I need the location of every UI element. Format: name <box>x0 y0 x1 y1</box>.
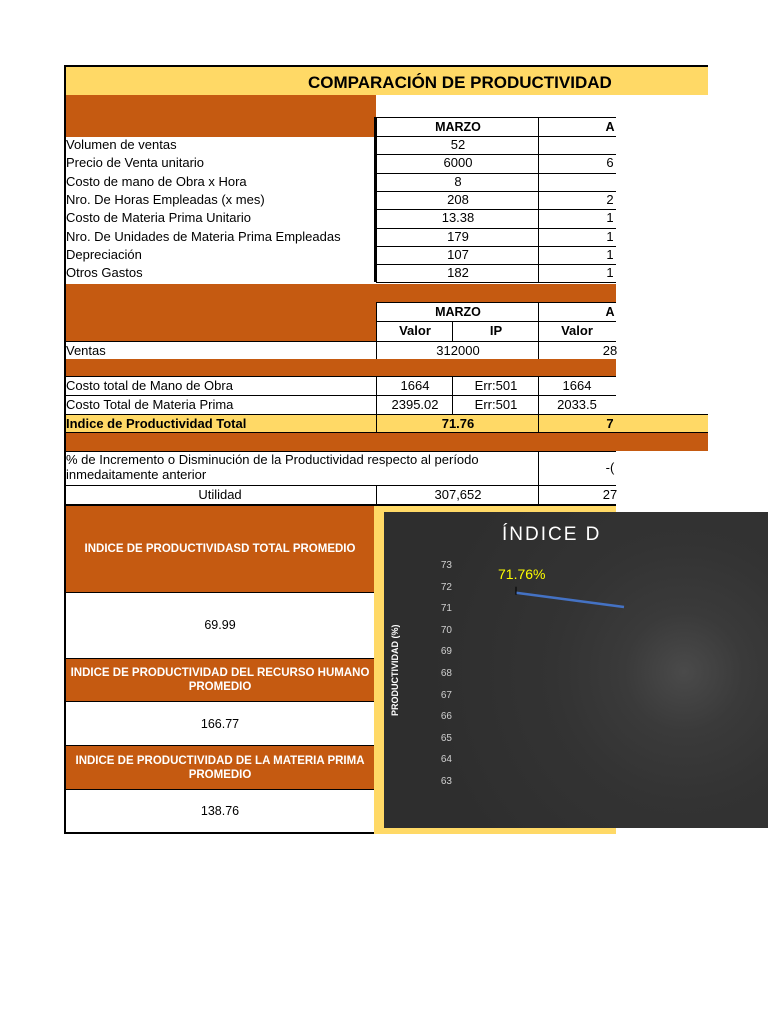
page-title: COMPARACIÓN DE PRODUCTIVIDAD <box>308 73 612 92</box>
separator-band-2 <box>66 433 708 451</box>
chart-plot-area <box>384 512 768 828</box>
table1-row-value-1: 179 <box>447 228 469 244</box>
series-line <box>516 593 624 607</box>
utilidad-label: Utilidad <box>198 487 242 502</box>
grid-line <box>376 302 616 303</box>
title-bar <box>64 65 708 95</box>
grid-line <box>374 117 377 282</box>
table1-row-value-2: 6 <box>606 155 614 171</box>
table1-row-value-2: 2 <box>606 191 614 207</box>
utilidad-value-1: 307,652 <box>434 487 482 502</box>
table1-row-label: Nro. De Unidades de Materia Prima Empleadas <box>66 228 341 244</box>
grid-line <box>376 341 377 359</box>
chart-y-tick-label: 69 <box>440 646 452 658</box>
chart-y-tick-label: 71 <box>440 603 452 615</box>
summary-value-materia: 138.76 <box>66 790 374 832</box>
table1-row-value-1: 52 <box>450 137 466 152</box>
chart-y-axis-label: PRODUCTIVIDAD (%) <box>390 624 400 716</box>
grid-line <box>376 376 377 414</box>
table2-header-strip <box>376 284 616 302</box>
chart-y-tick-label: 72 <box>440 581 452 593</box>
table1-header-line <box>376 117 616 118</box>
table1-row-value-1: 6000 <box>443 155 473 171</box>
grid-line <box>538 485 539 504</box>
materia-prima-ip-1: Err:501 <box>474 397 518 412</box>
table1-row-value-2: 1 <box>606 265 614 281</box>
table2-col-valor-1: Valor <box>399 323 431 338</box>
table1-row-value-1: 107 <box>447 246 469 262</box>
ventas-value-1: 312000 <box>436 343 480 358</box>
ventas-label: Ventas <box>66 343 106 358</box>
table2-month2-header: A <box>605 305 615 319</box>
summary-value-total: 69.99 <box>66 593 374 657</box>
table1-row-label: Precio de Venta unitario <box>66 155 205 171</box>
table1-row-label: Costo de Materia Prima Unitario <box>66 210 251 226</box>
productivity-chart[interactable] <box>384 512 768 828</box>
table1-row-value-1: 8 <box>454 173 462 189</box>
chart-y-tick-label: 66 <box>440 711 452 723</box>
chart-y-tick-label: 68 <box>440 668 452 679</box>
mano-obra-label: Costo total de Mano de Obra <box>66 378 233 393</box>
grid-line <box>452 321 453 341</box>
table1-row-value-1: 13.38 <box>441 210 475 226</box>
table2-col-valor-2: Valor <box>561 323 593 338</box>
grid-line <box>376 414 377 433</box>
mano-obra-ip-1: Err:501 <box>474 378 518 393</box>
table1-month1-header: MARZO <box>435 120 481 134</box>
grid-line <box>538 302 539 341</box>
table1-header-block <box>66 95 376 137</box>
ipt-value-2: 7 <box>606 416 614 431</box>
materia-prima-value-1: 2395.02 <box>391 397 439 412</box>
table2-month1-header: MARZO <box>435 305 481 319</box>
grid-line <box>376 485 377 504</box>
chart-y-tick-label: 67 <box>440 689 452 701</box>
table2-header-block <box>66 284 376 341</box>
grid-line <box>376 302 377 341</box>
table1-row-value-1: 208 <box>447 191 469 207</box>
mano-obra-value-1: 1664 <box>400 378 430 393</box>
incremento-label-line2: inmedaitamente anterior <box>66 467 207 482</box>
materia-prima-value-2: 2033.5 <box>557 397 597 412</box>
chart-y-tick-label: 70 <box>440 624 452 636</box>
utilidad-value-2: 27 <box>602 487 618 502</box>
summary-value-rrhh: 166.77 <box>66 702 374 745</box>
table1-row-label: Nro. De Horas Empleadas (x mes) <box>66 191 265 207</box>
table1-row-label: Costo de mano de Obra x Hora <box>66 173 247 189</box>
grid-line <box>538 414 539 433</box>
grid-line <box>452 376 453 414</box>
chart-y-tick-label: 73 <box>440 560 452 571</box>
table1-row-label: Otros Gastos <box>66 265 143 281</box>
chart-y-tick-label: 64 <box>440 754 452 766</box>
summary-title-total: INDICE DE PRODUCTIVIDASD TOTAL PROMEDIO <box>66 506 374 592</box>
table1-month2-header: A <box>605 120 615 134</box>
table2-col-ip-1: IP <box>489 323 503 338</box>
table1-row-value-2: 1 <box>606 246 614 262</box>
table1-row-value-1: 182 <box>447 265 469 281</box>
chart-data-label: 71.76% <box>498 566 546 582</box>
grid-line <box>538 341 539 359</box>
table1-row-label: Volumen de ventas <box>66 137 177 152</box>
materia-prima-label: Costo Total de Materia Prima <box>66 397 234 412</box>
chart-y-tick-label: 65 <box>440 732 452 744</box>
summary-title-rrhh: INDICE DE PRODUCTIVIDAD DEL RECURSO HUMANO PROMEDIO <box>66 658 374 701</box>
table1-row-value-2: 1 <box>606 228 614 244</box>
chart-y-tick-label: 63 <box>440 776 452 787</box>
ipt-label: Indice de Productividad Total <box>66 416 247 431</box>
mano-obra-value-2: 1664 <box>562 378 592 393</box>
grid-line <box>538 451 539 485</box>
incremento-value-2: -( <box>605 460 615 475</box>
grid-line <box>538 117 539 282</box>
chart-title: ÍNDICE D <box>502 524 602 545</box>
summary-title-materia: INDICE DE PRODUCTIVIDAD DE LA MATERIA PRIMA PROMEDIO <box>66 745 374 789</box>
ipt-value-1: 71.76 <box>441 416 475 431</box>
separator-band-1 <box>66 359 616 376</box>
incremento-label-line1: % de Incremento o Disminución de la Productividad respecto al período <box>66 452 479 467</box>
ventas-value-2: 28 <box>602 343 618 358</box>
table1-row-label: Depreciación <box>66 246 142 262</box>
grid-line <box>538 376 539 414</box>
table1-row-value-2: 1 <box>606 210 614 226</box>
